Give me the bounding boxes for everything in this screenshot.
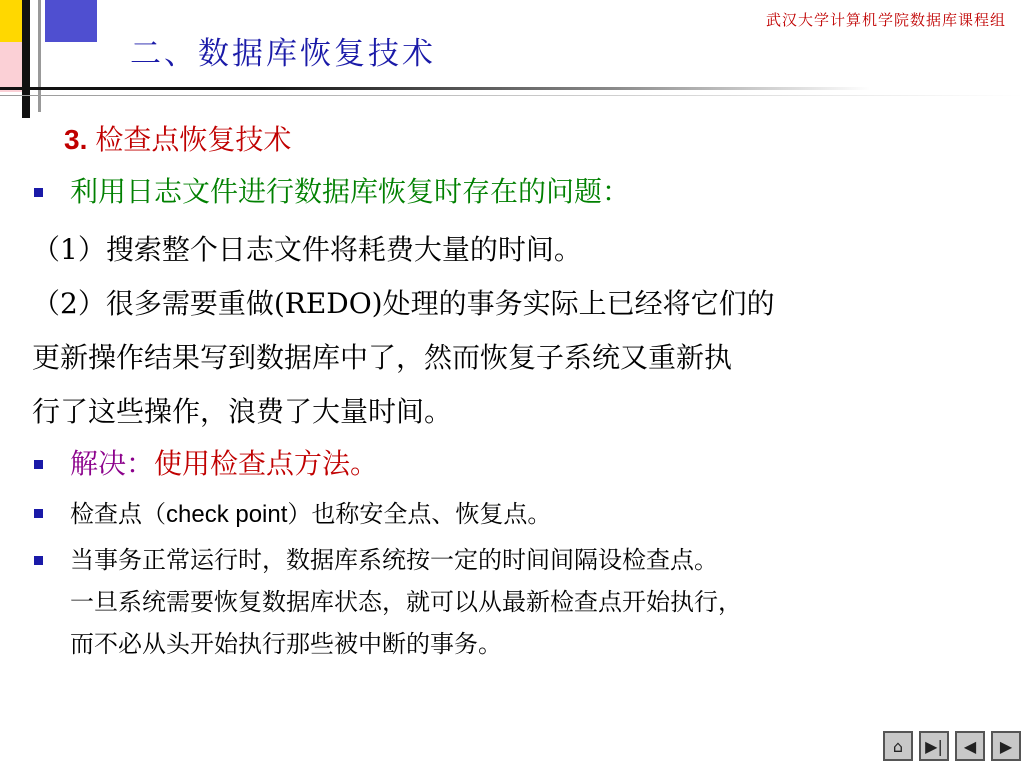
checkpoint-suffix: ）也称安全点、恢复点。 [287,500,552,528]
next-slide-icon[interactable]: ▶ [991,731,1021,761]
bullet-square-icon [34,556,43,565]
checkpoint-line [70,494,551,529]
last-slide-icon[interactable]: ▶| [919,731,949,761]
subheading [64,118,291,158]
home-icon[interactable]: ⌂ [883,731,913,761]
solution-text: 使用检查点方法。 [154,447,379,480]
body-line-2: （2）很多需要重做(REDO)处理的事务实际上已经将它们的 [32,287,775,320]
checkpoint-detail-line-2: 一旦系统需要恢复数据库状态，就可以从最新检查点开始执行， [70,588,742,616]
body-line-3: 更新操作结果写到数据库中了，然而恢复子系统又重新执 [32,341,733,374]
slide-title: 二、数据库恢复技术 [130,36,436,72]
body-line-1: （1）搜索整个日志文件将耗费大量的时间。 [32,233,582,266]
decor-horizontal-rule-thin [0,95,1024,96]
decor-vertical-bar [22,0,30,118]
decor-horizontal-rule [0,87,870,90]
checkpoint-detail-line-3: 而不必从头开始执行那些被中断的事务。 [70,630,502,658]
problem-statement: 利用日志文件进行数据库恢复时存在的问题： [70,175,631,208]
checkpoint-prefix: 检查点（ [70,500,166,528]
bullet-square-icon [34,509,43,518]
previous-slide-icon[interactable]: ◀ [955,731,985,761]
slide-navigation [883,731,1021,761]
decor-blue-square [45,0,97,42]
solution-line [70,442,378,482]
course-group-label: 武汉大学计算机学院数据库课程组 [765,11,1006,29]
decor-pink-square [0,42,22,92]
checkpoint-detail-line-1: 当事务正常运行时，数据库系统按一定的时间间隔设检查点。 [70,546,718,574]
bullet-square-icon [34,460,43,469]
decor-yellow-square [0,0,22,42]
checkpoint-english: check point [166,501,288,528]
solution-label: 解决： [70,447,155,480]
subheading-number: 3. [64,124,88,155]
bullet-square-icon [34,188,43,197]
body-line-4: 行了这些操作，浪费了大量时间。 [32,395,453,428]
subheading-text: 检查点恢复技术 [95,123,292,156]
